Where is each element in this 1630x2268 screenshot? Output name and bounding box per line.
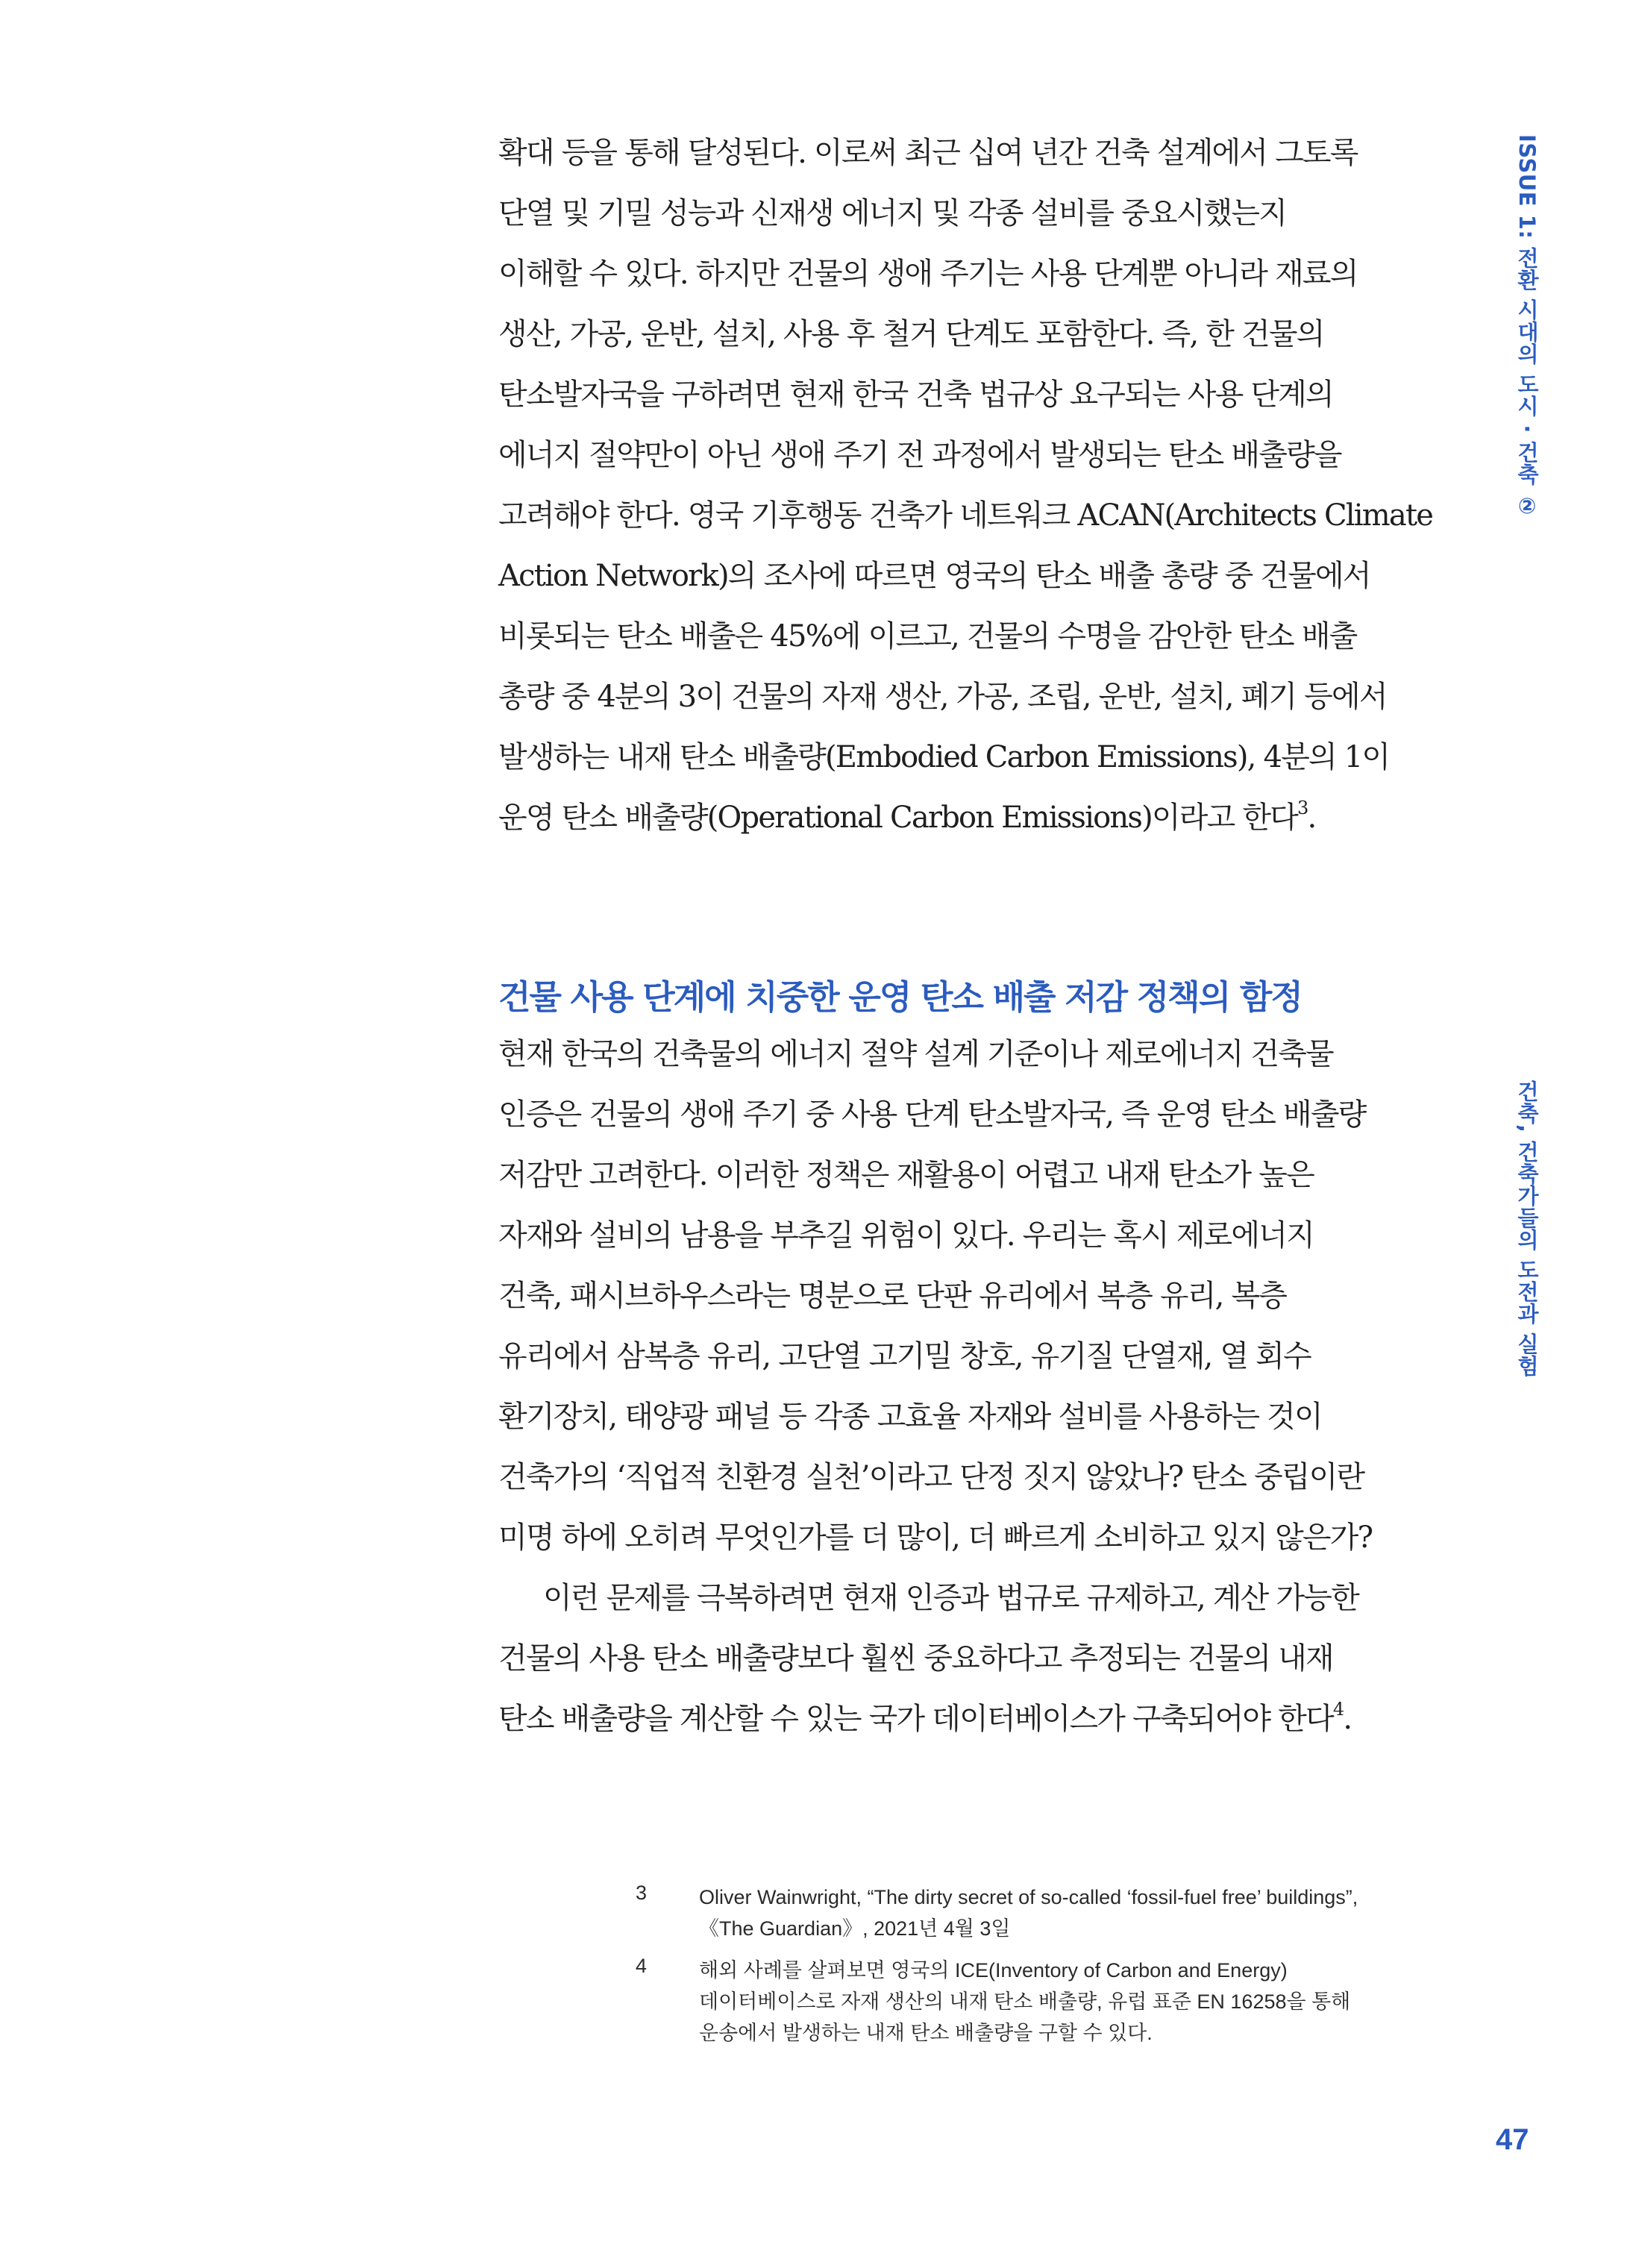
page-number: 47: [1496, 2123, 1529, 2156]
text-line-content: 운영 탄소 배출량(Operational Carbon Emissions)이라고 한다: [498, 801, 1298, 835]
text-line-last: 운영 탄소 배출량(Operational Carbon Emissions)이라고 한다$^3$.: [498, 797, 1316, 835]
footnote-text: [699, 1955, 1350, 2049]
footnote-line: 해외 사례를 살펴보면 영국의 ICE(Inventory of Carbon and Energy): [699, 1959, 1288, 1982]
text-line: 비롯되는 탄소 배출은 45%에 이르고, 건물의 수명을 감안한 탄소 배출: [498, 619, 1357, 654]
text-line: 현재 한국의 건축물의 에너지 절약 설계 기준이나 제로에너지 건축물: [498, 1037, 1333, 1071]
text-line: 고려해야 한다. 영국 기후행동 건축가 네트워크 ACAN(Architects Climate: [498, 498, 1433, 533]
footnote-text: [699, 1882, 1358, 1944]
text-line-last: 탄소 배출량을 계산할 수 있는 국가 데이터베이스가 구축되어야 한다$^4$.: [498, 1698, 1352, 1736]
footnote-ref-3[interactable]: 3: [1297, 797, 1308, 818]
footnote-line: Oliver Wainwright, “The dirty secret of so-called ‘fossil-fuel free’ buildings”,: [699, 1886, 1358, 1908]
footnote-number: 4: [636, 1955, 648, 1977]
text-line-indented: 이런 문제를 극복하려면 현재 인증과 법규로 규제하고, 계산 가능한: [543, 1581, 1358, 1615]
section-heading: 건물 사용 단계에 치중한 운영 탄소 배출 저감 정책의 함정: [498, 977, 1302, 1017]
footnote-line: 《The Guardian》, 2021년 4월 3일: [699, 1917, 1011, 1940]
text-line: 탄소발자국을 구하려면 현재 한국 건축 법규상 요구되는 사용 단계의: [498, 378, 1333, 412]
body-paragraph-2: [498, 1024, 1438, 1749]
text-line: 인증은 건물의 생애 주기 중 사용 단계 탄소발자국, 즉 운영 탄소 배출량: [498, 1097, 1366, 1132]
text-line: 단열 및 기밀 성능과 신재생 에너지 및 각종 설비를 중요시했는지: [498, 196, 1287, 231]
text-line: 건물의 사용 탄소 배출량보다 훨씬 중요하다고 추정되는 건물의 내재: [498, 1641, 1333, 1676]
text-line: 자재와 설비의 남용을 부추길 위험이 있다. 우리는 혹시 제로에너지: [498, 1218, 1314, 1253]
body-paragraph-1: [498, 123, 1438, 848]
text-line: Action Network)의 조사에 따르면 영국의 탄소 배출 총량 중 건물에서: [498, 559, 1370, 593]
text-line: 환기장치, 태양광 패널 등 각종 고효율 자재와 설비를 사용하는 것이: [498, 1400, 1322, 1434]
text-line: 건축, 패시브하우스라는 명분으로 단판 유리에서 복층 유리, 복층: [498, 1279, 1287, 1313]
footnote-ref-4[interactable]: 4: [1332, 1698, 1344, 1720]
running-header-issue: ISSUE 1: 전환 시대의 도시 · 건축 ②: [1514, 134, 1540, 519]
text-line: 생산, 가공, 운반, 설치, 사용 후 철거 단계도 포함한다. 즉, 한 건물의: [498, 317, 1324, 351]
footnote-number: 3: [636, 1882, 648, 1904]
text-line-content: 탄소 배출량을 계산할 수 있는 국가 데이터베이스가 구축되어야 한다: [498, 1702, 1333, 1736]
text-line: 에너지 절약만이 아닌 생애 주기 전 과정에서 발생되는 탄소 배출량을: [498, 438, 1341, 472]
text-line: 총량 중 4분의 3이 건물의 자재 생산, 가공, 조립, 운반, 설치, 폐기 등에서: [498, 680, 1387, 714]
footnote-line: 데이터베이스로 자재 생산의 내재 탄소 배출량, 유럽 표준 EN 16258을 통해: [699, 1990, 1351, 2013]
text-line: 이해할 수 있다. 하지만 건물의 생애 주기는 사용 단계뿐 아니라 재료의: [498, 257, 1358, 291]
text-line: 발생하는 내재 탄소 배출량(Embodied Carbon Emissions), 4분의 1이: [498, 740, 1390, 774]
text-line: 확대 등을 통해 달성된다. 이로써 최근 십여 년간 건축 설계에서 그토록: [498, 136, 1358, 170]
text-line: 저감만 고려한다. 이러한 정책은 재활용이 어렵고 내재 탄소가 높은: [498, 1158, 1314, 1192]
footnote-line: 운송에서 발생하는 내재 탄소 배출량을 구할 수 있다.: [699, 2022, 1153, 2044]
running-header-section: 건축, 건축가들의 도전과 실험: [1514, 1080, 1540, 1377]
text-line: 건축가의 ‘직업적 친환경 실천’이라고 단정 짓지 않았나? 탄소 중립이란: [498, 1460, 1364, 1494]
text-line: 유리에서 삼복층 유리, 고단열 고기밀 창호, 유기질 단열재, 열 회수: [498, 1339, 1311, 1373]
text-line: 미명 하에 오히려 무엇인가를 더 많이, 더 빠르게 소비하고 있지 않은가?: [498, 1520, 1373, 1555]
